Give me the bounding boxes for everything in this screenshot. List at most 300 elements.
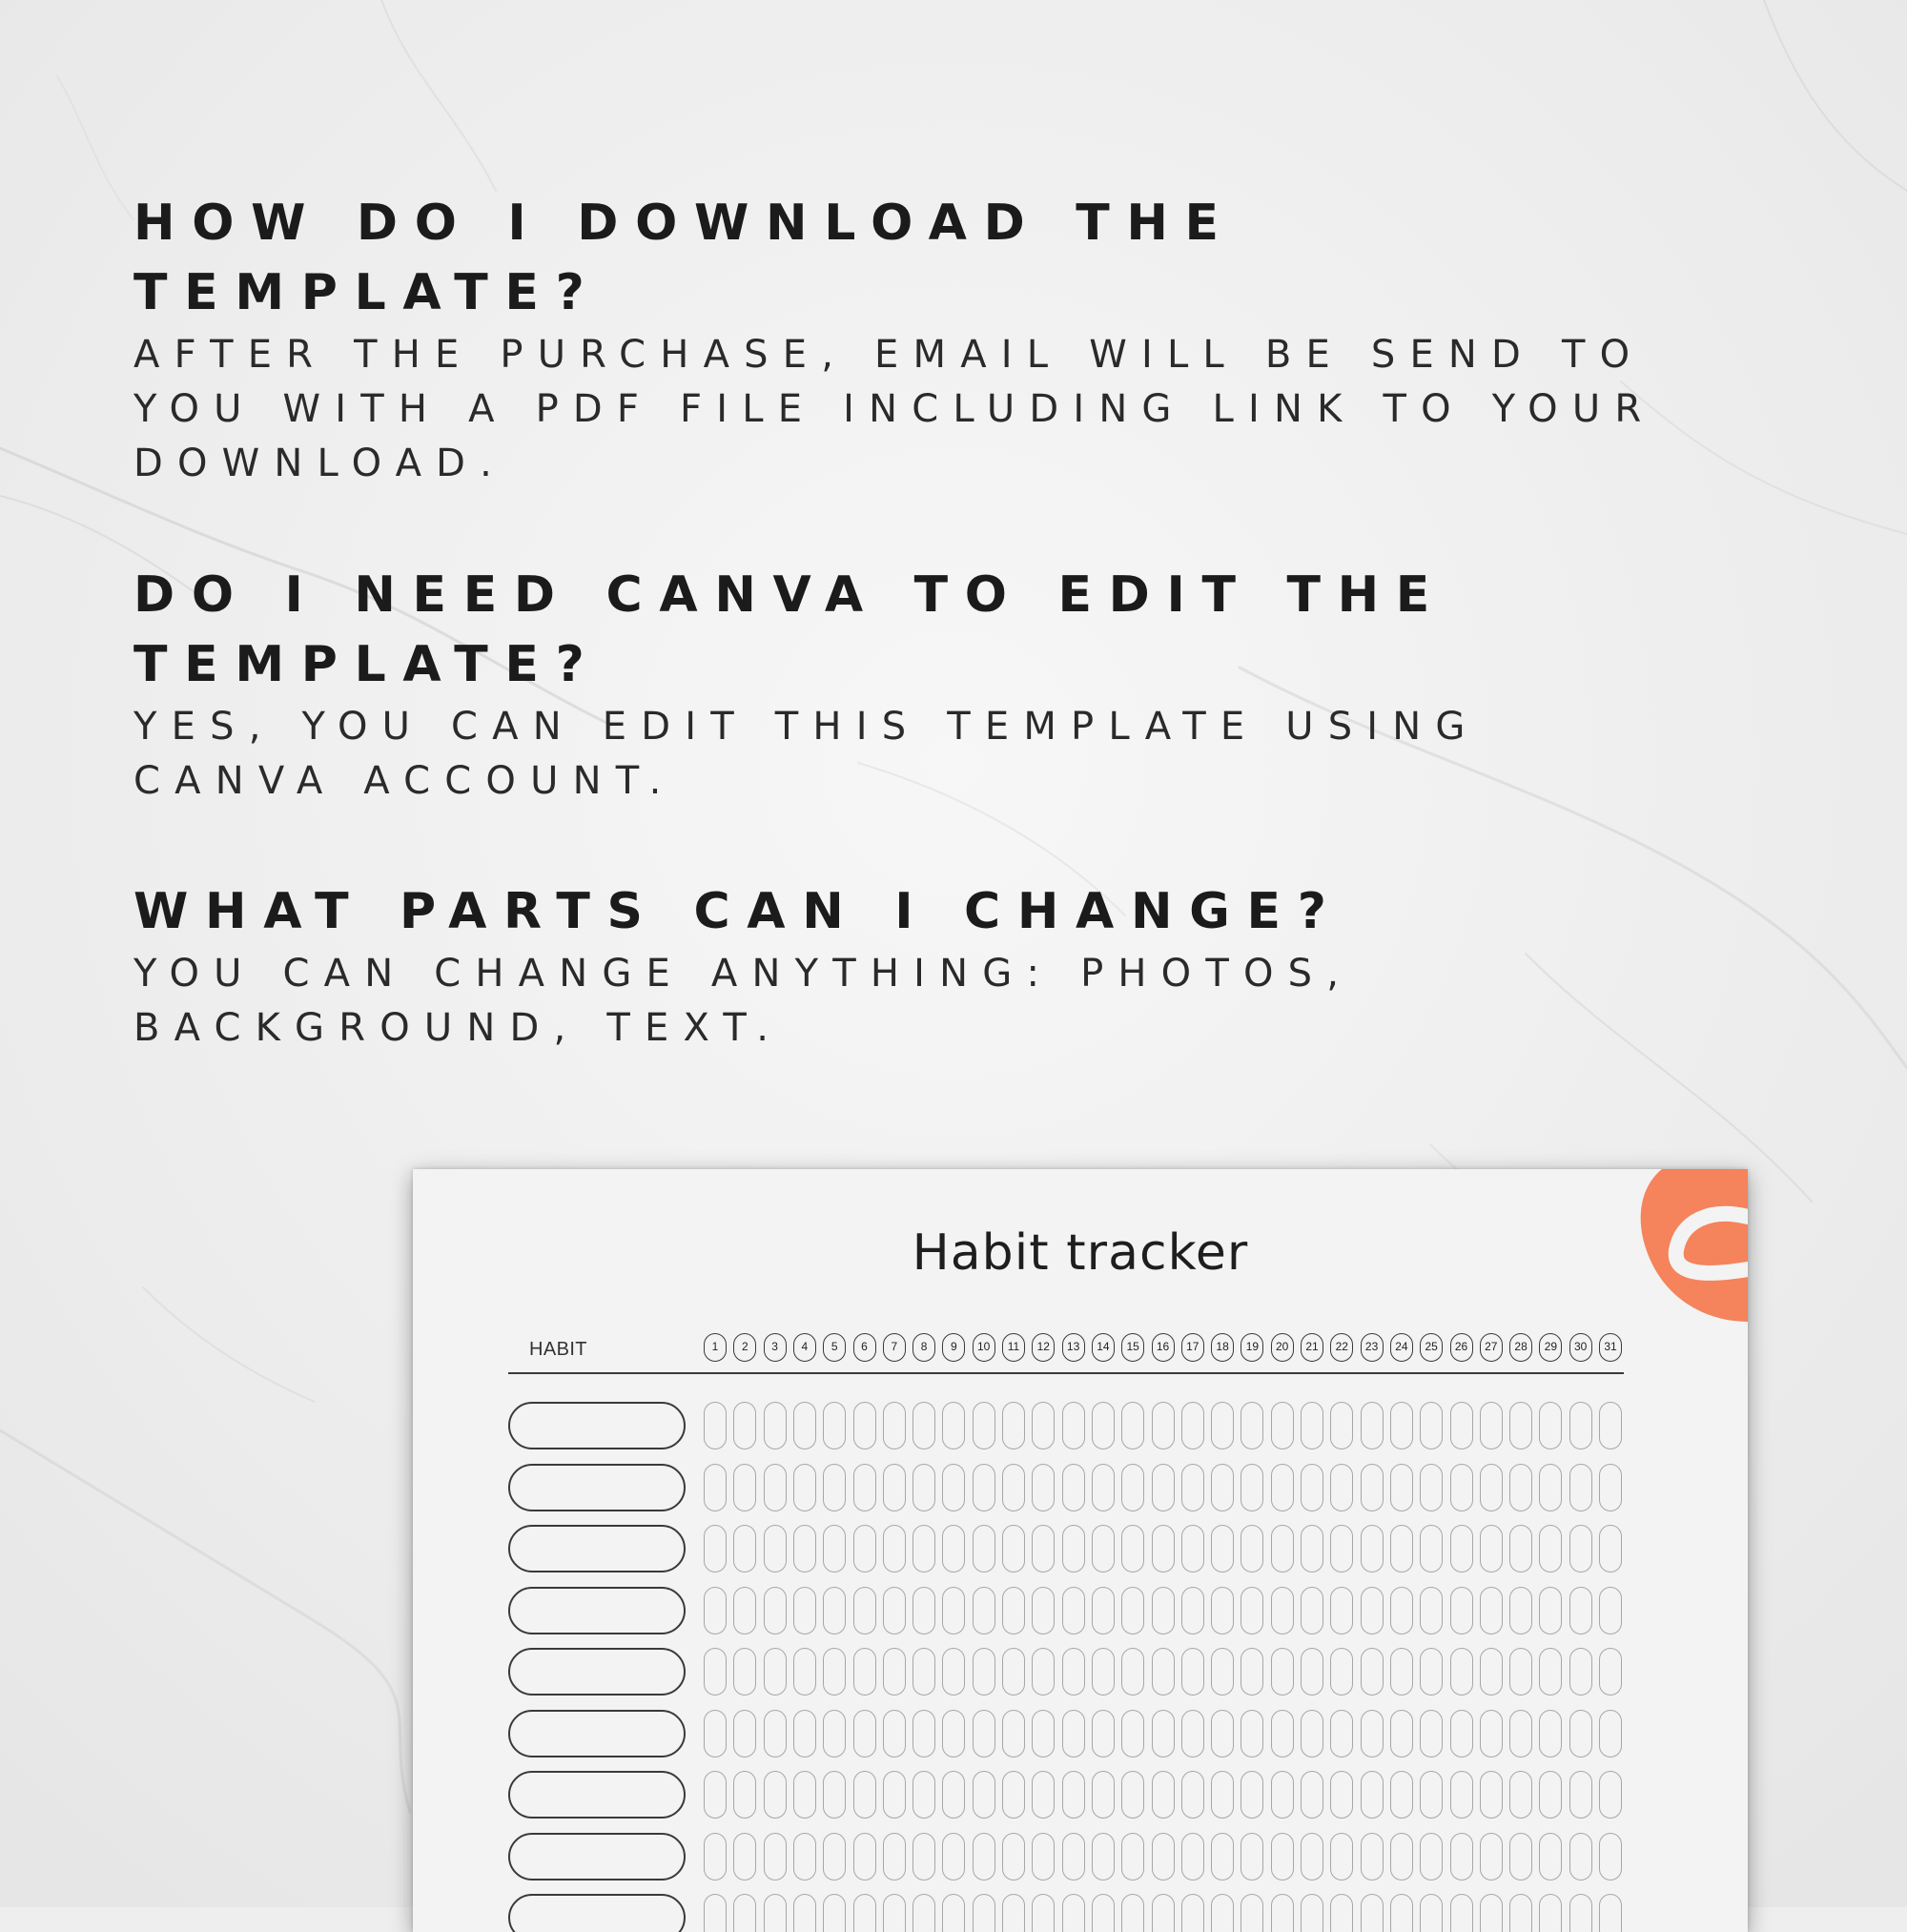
habit-day-cell[interactable] [853,1771,876,1819]
habit-name-field[interactable] [508,1587,686,1634]
habit-day-cell[interactable] [912,1710,935,1757]
habit-day-cell[interactable] [1211,1464,1234,1511]
habit-day-cell[interactable] [1539,1648,1562,1696]
habit-day-cell[interactable] [1062,1710,1085,1757]
day-number: 26 [1450,1333,1473,1362]
habit-day-cell[interactable] [1330,1648,1353,1696]
habit-name-field[interactable] [508,1525,686,1572]
habit-day-cell[interactable] [1241,1710,1263,1757]
habit-day-cell[interactable] [1330,1710,1353,1757]
habit-day-cell[interactable] [1330,1771,1353,1819]
habit-day-cell[interactable] [942,1648,965,1696]
habit-day-cell[interactable] [973,1464,995,1511]
habit-day-cell[interactable] [942,1525,965,1572]
habit-day-cell[interactable] [1450,1587,1473,1634]
habit-day-cell[interactable] [1062,1464,1085,1511]
habit-day-cell[interactable] [1509,1648,1532,1696]
habit-day-cell[interactable] [1152,1648,1175,1696]
habit-day-cell[interactable] [1450,1402,1473,1449]
habit-day-cell[interactable] [1599,1833,1622,1881]
habit-day-cell[interactable] [1450,1464,1473,1511]
habit-day-cell[interactable] [764,1525,787,1572]
habit-day-cell[interactable] [1092,1525,1115,1572]
habit-day-cell[interactable] [1599,1710,1622,1757]
habit-day-cell[interactable] [1181,1587,1204,1634]
habit-day-cell[interactable] [823,1587,846,1634]
habit-day-cell[interactable] [1181,1833,1204,1881]
habit-day-cell[interactable] [1181,1648,1204,1696]
habit-day-cell[interactable] [1480,1648,1503,1696]
habit-day-cell[interactable] [1480,1402,1503,1449]
habit-day-cell[interactable] [1211,1894,1234,1932]
habit-day-cell[interactable] [764,1648,787,1696]
habit-name-field[interactable] [508,1648,686,1696]
habit-day-cell[interactable] [1211,1587,1234,1634]
habit-day-cell[interactable] [733,1464,756,1511]
habit-day-cell[interactable] [1062,1894,1085,1932]
habit-day-cell[interactable] [823,1833,846,1881]
faq-question: WHAT PARTS CAN I CHANGE? [133,883,1343,940]
habit-day-cell[interactable] [1121,1525,1144,1572]
habit-day-cell[interactable] [1002,1771,1025,1819]
habit-day-cell[interactable] [1361,1402,1384,1449]
habit-day-cell[interactable] [942,1587,965,1634]
habit-day-cell[interactable] [853,1894,876,1932]
habit-day-cell[interactable] [1420,1464,1443,1511]
habit-day-cell[interactable] [1509,1464,1532,1511]
habit-day-cell[interactable] [853,1833,876,1881]
habit-day-cell[interactable] [1599,1771,1622,1819]
day-number: 27 [1480,1333,1503,1362]
habit-day-cell[interactable] [912,1894,935,1932]
habit-day-cell[interactable] [1002,1710,1025,1757]
habit-day-cell[interactable] [823,1648,846,1696]
habit-day-cell[interactable] [1121,1587,1144,1634]
habit-name-field[interactable] [508,1771,686,1819]
habit-tracker-sheet [413,1169,1748,1932]
habit-day-cell[interactable] [1032,1710,1055,1757]
habit-day-cell[interactable] [764,1771,787,1819]
habit-day-cell[interactable] [1450,1833,1473,1881]
habit-day-cell[interactable] [1390,1833,1413,1881]
day-number: 25 [1420,1333,1443,1362]
habit-day-cell[interactable] [1271,1525,1294,1572]
habit-day-cell[interactable] [883,1525,906,1572]
habit-day-cell[interactable] [1002,1648,1025,1696]
habit-day-cell[interactable] [1420,1648,1443,1696]
habit-day-cell[interactable] [883,1771,906,1819]
habit-day-cell[interactable] [1002,1464,1025,1511]
habit-day-cell[interactable] [1092,1648,1115,1696]
habit-day-cell[interactable] [1121,1648,1144,1696]
habit-day-cell[interactable] [1092,1464,1115,1511]
habit-day-cell[interactable] [1569,1710,1592,1757]
habit-day-cell[interactable] [853,1710,876,1757]
habit-day-cell[interactable] [1330,1894,1353,1932]
habit-day-cell[interactable] [793,1402,816,1449]
habit-day-cell[interactable] [1002,1525,1025,1572]
habit-day-cell[interactable] [733,1525,756,1572]
habit-day-cell[interactable] [1271,1648,1294,1696]
habit-day-cell[interactable] [1152,1464,1175,1511]
habit-day-cell[interactable] [1092,1402,1115,1449]
habit-day-cell[interactable] [1181,1710,1204,1757]
habit-day-cell[interactable] [1152,1894,1175,1932]
habit-day-cell[interactable] [764,1710,787,1757]
habit-day-cell[interactable] [1002,1894,1025,1932]
habit-day-cell[interactable] [704,1587,727,1634]
habit-day-cell[interactable] [1211,1833,1234,1881]
habit-day-cell[interactable] [1420,1525,1443,1572]
habit-day-cell[interactable] [1599,1894,1622,1932]
habit-day-cell[interactable] [912,1587,935,1634]
habit-day-cell[interactable] [942,1464,965,1511]
habit-day-cell[interactable] [704,1402,727,1449]
habit-day-cell[interactable] [1569,1833,1592,1881]
habit-day-cell[interactable] [1181,1894,1204,1932]
habit-day-cell[interactable] [1181,1402,1204,1449]
habit-day-cell[interactable] [942,1402,965,1449]
habit-day-cell[interactable] [1301,1833,1323,1881]
habit-day-cell[interactable] [1390,1525,1413,1572]
habit-day-cell[interactable] [973,1402,995,1449]
habit-day-cell[interactable] [704,1525,727,1572]
habit-day-cell[interactable] [1361,1710,1384,1757]
habit-day-cell[interactable] [973,1710,995,1757]
habit-day-cell[interactable] [1390,1402,1413,1449]
habit-day-cell[interactable] [912,1402,935,1449]
habit-day-cell[interactable] [1241,1648,1263,1696]
habit-day-cell[interactable] [823,1710,846,1757]
habit-day-cell[interactable] [1480,1771,1503,1819]
habit-name-field[interactable] [508,1402,686,1449]
habit-day-cell[interactable] [1450,1525,1473,1572]
habit-day-cell[interactable] [793,1525,816,1572]
habit-day-cell[interactable] [1480,1525,1503,1572]
habit-day-cell[interactable] [733,1648,756,1696]
habit-day-cell[interactable] [733,1587,756,1634]
habit-day-cell[interactable] [1390,1771,1413,1819]
habit-day-cell[interactable] [1032,1402,1055,1449]
habit-day-cell[interactable] [1062,1525,1085,1572]
habit-day-cell[interactable] [1032,1587,1055,1634]
habit-day-cell[interactable] [764,1402,787,1449]
habit-day-cell[interactable] [912,1833,935,1881]
habit-day-cell[interactable] [733,1894,756,1932]
habit-day-cell[interactable] [1152,1710,1175,1757]
habit-day-cell[interactable] [883,1710,906,1757]
habit-day-cell[interactable] [883,1464,906,1511]
day-number: 12 [1032,1333,1055,1362]
habit-day-cell[interactable] [853,1464,876,1511]
habit-day-cell[interactable] [1569,1771,1592,1819]
habit-day-cell[interactable] [1539,1894,1562,1932]
habit-day-cell[interactable] [1330,1525,1353,1572]
habit-day-cell[interactable] [1241,1402,1263,1449]
habit-day-cell[interactable] [1271,1771,1294,1819]
habit-day-cell[interactable] [704,1771,727,1819]
day-number: 4 [793,1333,816,1362]
habit-day-cell[interactable] [704,1894,727,1932]
habit-day-cell[interactable] [1032,1648,1055,1696]
habit-day-cell[interactable] [1390,1648,1413,1696]
habit-day-cell[interactable] [1420,1894,1443,1932]
habit-day-cell[interactable] [733,1710,756,1757]
habit-day-cell[interactable] [1211,1648,1234,1696]
habit-day-cell[interactable] [1092,1587,1115,1634]
habit-day-cell[interactable] [853,1587,876,1634]
habit-day-cell[interactable] [1390,1587,1413,1634]
habit-day-cell[interactable] [1509,1402,1532,1449]
habit-day-cell[interactable] [793,1710,816,1757]
habit-day-cell[interactable] [853,1525,876,1572]
habit-day-cell[interactable] [1211,1402,1234,1449]
habit-day-cell[interactable] [764,1833,787,1881]
faq-item-changes [133,877,1697,1056]
habit-day-cell[interactable] [1480,1833,1503,1881]
habit-day-cell[interactable] [823,1464,846,1511]
habit-day-cell[interactable] [793,1464,816,1511]
habit-day-cell[interactable] [1539,1771,1562,1819]
habit-day-cell[interactable] [1271,1710,1294,1757]
habit-day-cell[interactable] [973,1525,995,1572]
habit-day-cell[interactable] [1002,1402,1025,1449]
habit-day-cell[interactable] [823,1894,846,1932]
habit-day-cell[interactable] [1241,1525,1263,1572]
habit-day-cell[interactable] [1062,1833,1085,1881]
habit-day-cell[interactable] [973,1771,995,1819]
habit-day-cell[interactable] [1450,1771,1473,1819]
habit-day-cell[interactable] [912,1771,935,1819]
habit-day-cell[interactable] [1361,1771,1384,1819]
habit-day-cell[interactable] [1211,1525,1234,1572]
habit-day-cell[interactable] [1450,1710,1473,1757]
habit-day-cell[interactable] [764,1464,787,1511]
habit-day-cell[interactable] [1509,1525,1532,1572]
habit-day-cell[interactable] [1062,1402,1085,1449]
habit-day-cell[interactable] [1599,1402,1622,1449]
habit-day-cell[interactable] [1301,1402,1323,1449]
habit-day-cell[interactable] [883,1648,906,1696]
habit-day-cell[interactable] [1450,1894,1473,1932]
habit-day-cell[interactable] [1480,1464,1503,1511]
habit-day-cell[interactable] [1121,1833,1144,1881]
habit-day-cell[interactable] [912,1464,935,1511]
habit-day-cell[interactable] [973,1587,995,1634]
habit-day-cell[interactable] [1301,1464,1323,1511]
habit-day-cell[interactable] [1599,1464,1622,1511]
habit-day-cell[interactable] [1330,1833,1353,1881]
habit-day-cell[interactable] [733,1833,756,1881]
habit-day-cell[interactable] [704,1710,727,1757]
habit-day-cell[interactable] [793,1894,816,1932]
habit-day-cell[interactable] [704,1464,727,1511]
habit-day-cell[interactable] [1002,1587,1025,1634]
habit-day-cell[interactable] [823,1771,846,1819]
habit-day-cell[interactable] [704,1648,727,1696]
habit-day-cell[interactable] [1599,1648,1622,1696]
habit-day-cell[interactable] [1241,1833,1263,1881]
habit-day-cell[interactable] [883,1894,906,1932]
day-number: 3 [764,1333,787,1362]
habit-day-cell[interactable] [793,1833,816,1881]
habit-name-field[interactable] [508,1710,686,1757]
habit-day-cell[interactable] [1420,1833,1443,1881]
habit-day-cell[interactable] [1271,1402,1294,1449]
habit-day-cell[interactable] [1420,1587,1443,1634]
habit-day-cell[interactable] [1420,1402,1443,1449]
habit-day-cell[interactable] [1211,1710,1234,1757]
habit-name-field[interactable] [508,1894,686,1932]
habit-day-cell[interactable] [1569,1464,1592,1511]
habit-day-cell[interactable] [1121,1710,1144,1757]
habit-day-cell[interactable] [823,1402,846,1449]
habit-day-cell[interactable] [1152,1833,1175,1881]
habit-day-cell[interactable] [1032,1894,1055,1932]
habit-day-cell[interactable] [1062,1587,1085,1634]
habit-day-cell[interactable] [1301,1648,1323,1696]
habit-day-cell[interactable] [1569,1402,1592,1449]
habit-day-cell[interactable] [1002,1833,1025,1881]
habit-day-cell[interactable] [1241,1771,1263,1819]
habit-day-cell[interactable] [1301,1525,1323,1572]
habit-day-cell[interactable] [1569,1894,1592,1932]
habit-day-cell[interactable] [942,1710,965,1757]
habit-day-cell[interactable] [1271,1587,1294,1634]
habit-day-cell[interactable] [1390,1710,1413,1757]
habit-day-cell[interactable] [1509,1771,1532,1819]
habit-day-cell[interactable] [1361,1525,1384,1572]
habit-day-cell[interactable] [1509,1710,1532,1757]
habit-day-cell[interactable] [1480,1894,1503,1932]
habit-day-cell[interactable] [793,1587,816,1634]
habit-day-cell[interactable] [1271,1833,1294,1881]
habit-day-cell[interactable] [1539,1402,1562,1449]
habit-day-cell[interactable] [1121,1402,1144,1449]
habit-day-cell[interactable] [704,1833,727,1881]
habit-day-cell[interactable] [1121,1894,1144,1932]
habit-day-cell[interactable] [942,1894,965,1932]
habit-day-cell[interactable] [1390,1464,1413,1511]
habit-day-cell[interactable] [1301,1771,1323,1819]
habit-day-cell[interactable] [1152,1771,1175,1819]
habit-day-cell[interactable] [764,1894,787,1932]
habit-day-cell[interactable] [1241,1587,1263,1634]
habit-day-cell[interactable] [1092,1833,1115,1881]
habit-day-cell[interactable] [973,1833,995,1881]
habit-day-cell[interactable] [1032,1833,1055,1881]
habit-day-cell[interactable] [1032,1464,1055,1511]
habit-day-cell[interactable] [1181,1771,1204,1819]
habit-day-cell[interactable] [1569,1587,1592,1634]
habit-day-cell[interactable] [1509,1894,1532,1932]
habit-day-cell[interactable] [1420,1771,1443,1819]
habit-day-cell[interactable] [1539,1587,1562,1634]
habit-day-cell[interactable] [973,1648,995,1696]
habit-day-cell[interactable] [1509,1587,1532,1634]
habit-day-cell[interactable] [733,1402,756,1449]
habit-day-cell[interactable] [793,1771,816,1819]
habit-day-cell[interactable] [1211,1771,1234,1819]
habit-day-cell[interactable] [1032,1525,1055,1572]
habit-day-cell[interactable] [764,1587,787,1634]
habit-day-cell[interactable] [1152,1402,1175,1449]
habit-day-cell[interactable] [1301,1710,1323,1757]
habit-day-cell[interactable] [1361,1464,1384,1511]
habit-day-cell[interactable] [1509,1833,1532,1881]
habit-day-cell[interactable] [1092,1710,1115,1757]
habit-name-field[interactable] [508,1464,686,1511]
habit-name-field[interactable] [508,1833,686,1881]
habit-day-cell[interactable] [883,1402,906,1449]
habit-day-cell[interactable] [1121,1464,1144,1511]
habit-day-cell[interactable] [1569,1648,1592,1696]
faq-question: DO I NEED CANVA TO EDIT THE TEMPLATE? [133,566,1447,693]
habit-day-cell[interactable] [1241,1464,1263,1511]
day-number: 23 [1361,1333,1384,1362]
habit-day-cell[interactable] [1450,1648,1473,1696]
habit-day-cell[interactable] [1152,1587,1175,1634]
habit-day-cell[interactable] [1092,1771,1115,1819]
habit-day-cell[interactable] [1301,1587,1323,1634]
habit-day-cell[interactable] [1420,1710,1443,1757]
habit-day-cell[interactable] [912,1648,935,1696]
habit-day-cell[interactable] [912,1525,935,1572]
habit-day-cell[interactable] [1480,1587,1503,1634]
habit-day-cell[interactable] [1539,1525,1562,1572]
habit-day-cell[interactable] [853,1402,876,1449]
habit-day-cell[interactable] [733,1771,756,1819]
habit-day-cell[interactable] [1480,1710,1503,1757]
habit-day-cell[interactable] [1092,1894,1115,1932]
habit-day-cell[interactable] [1062,1771,1085,1819]
habit-day-cell[interactable] [853,1648,876,1696]
habit-day-cell[interactable] [1569,1525,1592,1572]
day-number: 5 [823,1333,846,1362]
habit-day-cell[interactable] [1241,1894,1263,1932]
habit-day-cell[interactable] [1062,1648,1085,1696]
habit-day-cell[interactable] [1301,1894,1323,1932]
habit-day-cell[interactable] [1330,1587,1353,1634]
habit-day-cell[interactable] [973,1894,995,1932]
habit-day-cell[interactable] [1361,1587,1384,1634]
habit-day-cell[interactable] [823,1525,846,1572]
habit-day-cell[interactable] [1330,1402,1353,1449]
habit-day-cell[interactable] [1539,1464,1562,1511]
habit-day-cell[interactable] [1539,1833,1562,1881]
habit-day-cell[interactable] [1181,1525,1204,1572]
habit-day-cell[interactable] [883,1833,906,1881]
habit-day-cell[interactable] [1390,1894,1413,1932]
habit-day-cell[interactable] [1152,1525,1175,1572]
habit-day-cell[interactable] [1121,1771,1144,1819]
habit-day-cell[interactable] [942,1771,965,1819]
habit-day-cell[interactable] [942,1833,965,1881]
habit-day-cell[interactable] [1539,1710,1562,1757]
habit-day-cell[interactable] [1361,1833,1384,1881]
habit-day-cell[interactable] [1599,1525,1622,1572]
habit-day-cell[interactable] [1330,1464,1353,1511]
habit-day-cell[interactable] [1181,1464,1204,1511]
habit-day-cell[interactable] [793,1648,816,1696]
habit-day-cell[interactable] [1271,1894,1294,1932]
habit-day-cell[interactable] [883,1587,906,1634]
habit-day-cell[interactable] [1361,1648,1384,1696]
habit-day-cell[interactable] [1599,1587,1622,1634]
habit-day-cell[interactable] [1271,1464,1294,1511]
habit-day-cell[interactable] [1032,1771,1055,1819]
habit-day-cell[interactable] [1361,1894,1384,1932]
